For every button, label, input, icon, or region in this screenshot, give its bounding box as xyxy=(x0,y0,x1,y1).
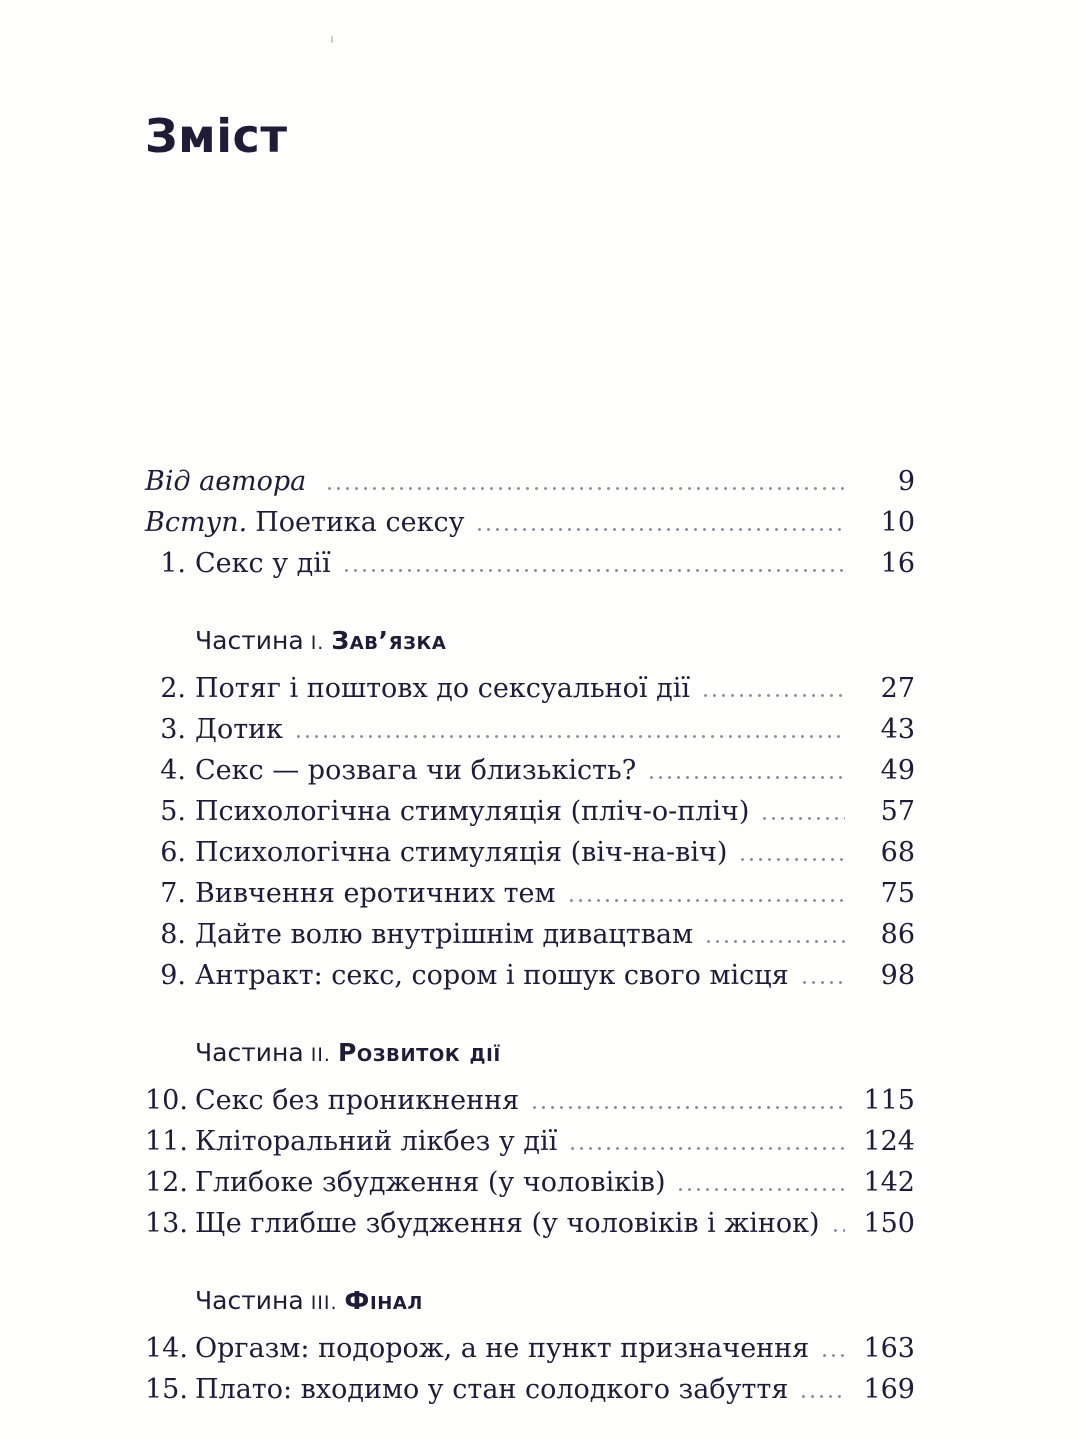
toc-entry-row xyxy=(145,461,915,502)
dot-leader xyxy=(823,1354,845,1357)
toc-section-name: Фінал xyxy=(344,1286,423,1315)
dot-leader xyxy=(834,1229,846,1232)
dot-leader xyxy=(704,694,845,697)
toc-entry-number: 5. xyxy=(160,796,186,827)
dot-leader xyxy=(803,981,845,984)
toc-entry-number: 15. xyxy=(145,1374,188,1405)
toc-entry-row xyxy=(145,709,915,750)
toc-section-label: Частина xyxy=(195,626,304,655)
toc-entry-number: 3. xyxy=(160,714,186,745)
dot-leader xyxy=(478,528,845,531)
toc-entry-row xyxy=(145,1328,915,1369)
toc-entry-number: 13. xyxy=(145,1208,188,1239)
toc-entry-page-number: 10 xyxy=(880,507,915,538)
dot-leader xyxy=(741,858,845,861)
toc-entry-page-number: 98 xyxy=(880,960,915,991)
table-of-contents xyxy=(145,461,915,1410)
page-title: Зміст xyxy=(145,109,288,163)
toc-entry-row xyxy=(145,791,915,832)
toc-entry-title: Ще глибше збудження (у чоловіків і жінок) xyxy=(195,1208,820,1239)
toc-entry-row xyxy=(145,832,915,873)
toc-entry-number: 8. xyxy=(160,919,186,950)
toc-entry-page-number: 115 xyxy=(863,1085,915,1116)
toc-section-name: Зав’язка xyxy=(331,626,447,655)
toc-entry-row xyxy=(145,873,915,914)
toc-entry-number: 4. xyxy=(160,755,186,786)
toc-section-label: Частина xyxy=(195,1286,304,1315)
toc-entry-title: Дайте волю внутрішнім дивацтвам xyxy=(195,919,694,950)
toc-entry-row xyxy=(145,668,915,709)
toc-entry-row xyxy=(145,1162,915,1203)
toc-entry-page-number: 57 xyxy=(880,796,915,827)
toc-section-numeral: II. xyxy=(310,1044,331,1066)
dot-leader xyxy=(297,735,845,738)
dot-leader xyxy=(328,487,845,490)
toc-entry-title: Секс — розвага чи близькість? xyxy=(195,755,637,786)
toc-entry-page-number: 16 xyxy=(880,548,915,579)
toc-entry-row xyxy=(145,1203,915,1244)
dot-leader xyxy=(570,899,846,902)
dot-leader xyxy=(571,1147,845,1150)
toc-entry-title: Антракт: секс, сором і пошук свого місця xyxy=(195,960,789,991)
toc-entry-title: Потяг і поштовх до сексуальної дії xyxy=(195,673,691,704)
toc-entry-row xyxy=(145,1121,915,1162)
toc-entry-title: Вступ. Поетика сексу xyxy=(145,507,465,538)
toc-section-numeral: III. xyxy=(310,1292,338,1314)
toc-entry-row xyxy=(145,1369,915,1410)
dot-leader xyxy=(650,776,845,779)
toc-entry-title: Секс без проникнення xyxy=(195,1085,520,1116)
toc-entry-title: Дотик xyxy=(195,714,284,745)
toc-entry-number: 2. xyxy=(160,673,186,704)
toc-entry-page-number: 27 xyxy=(880,673,915,704)
toc-entry-number: 14. xyxy=(145,1333,188,1364)
toc-entry-page-number: 86 xyxy=(880,919,915,950)
dot-leader xyxy=(679,1188,845,1191)
toc-entry-title: Секс у дії xyxy=(195,548,331,579)
toc-entry-row xyxy=(145,955,915,996)
toc-section-numeral: I. xyxy=(310,632,325,654)
toc-entry-page-number: 163 xyxy=(863,1333,915,1364)
toc-section-header xyxy=(145,624,915,660)
toc-entry-title: Плато: входимо у стан солодкого забуття xyxy=(195,1374,789,1405)
toc-entry-row xyxy=(145,750,915,791)
toc-entry-page-number: 43 xyxy=(880,714,915,745)
toc-entry-number: 12. xyxy=(145,1167,188,1198)
scan-artifact-speck xyxy=(331,36,333,43)
toc-entry-number: 9. xyxy=(160,960,186,991)
toc-entry-page-number: 49 xyxy=(880,755,915,786)
dot-leader xyxy=(345,569,845,572)
toc-entry-title xyxy=(145,461,314,502)
toc-entry-italic-prefix: Вступ. xyxy=(145,507,248,538)
dot-leader xyxy=(763,817,845,820)
toc-entry-page-number: 68 xyxy=(880,837,915,868)
toc-entry-row xyxy=(145,543,915,584)
toc-entry-title: Кліторальний лікбез у дії xyxy=(195,1126,558,1157)
toc-entry-number: 10. xyxy=(145,1085,188,1116)
toc-entry-page-number: 9 xyxy=(897,466,915,497)
toc-entry-number: 6. xyxy=(160,837,186,868)
toc-entry-page-number: 142 xyxy=(863,1167,915,1198)
dot-leader xyxy=(707,940,845,943)
toc-entry-title: Вивчення еротичних тем xyxy=(195,878,556,909)
toc-section-header xyxy=(145,1284,915,1320)
toc-section-header xyxy=(145,1036,915,1072)
dot-leader xyxy=(533,1106,845,1109)
toc-entry-page-number: 75 xyxy=(880,878,915,909)
toc-entry-title: Оргазм: подорож, а не пункт призначення xyxy=(195,1333,810,1364)
toc-section-label: Частина xyxy=(195,1038,304,1067)
toc-entry-row xyxy=(145,914,915,955)
toc-entry-title: Психологічна стимуляція (пліч-о-пліч) xyxy=(195,796,750,827)
dot-leader xyxy=(802,1395,845,1398)
toc-entry-title: Глибоке збудження (у чоловіків) xyxy=(195,1167,666,1198)
toc-entry-page-number: 150 xyxy=(863,1208,915,1239)
toc-entry-number: 11. xyxy=(145,1126,188,1157)
toc-section-name: Розвиток дії xyxy=(337,1038,501,1067)
toc-entry-title: Психологічна стимуляція (віч-на-віч) xyxy=(195,837,728,868)
toc-entry-page-number: 169 xyxy=(863,1374,915,1405)
toc-entry-number: 7. xyxy=(160,878,186,909)
toc-entry-number: 1. xyxy=(160,548,186,579)
toc-entry-italic-prefix: Від автора xyxy=(145,466,307,497)
toc-entry-row xyxy=(145,502,915,543)
toc-entry-row xyxy=(145,1080,915,1121)
toc-entry-page-number: 124 xyxy=(863,1126,915,1157)
